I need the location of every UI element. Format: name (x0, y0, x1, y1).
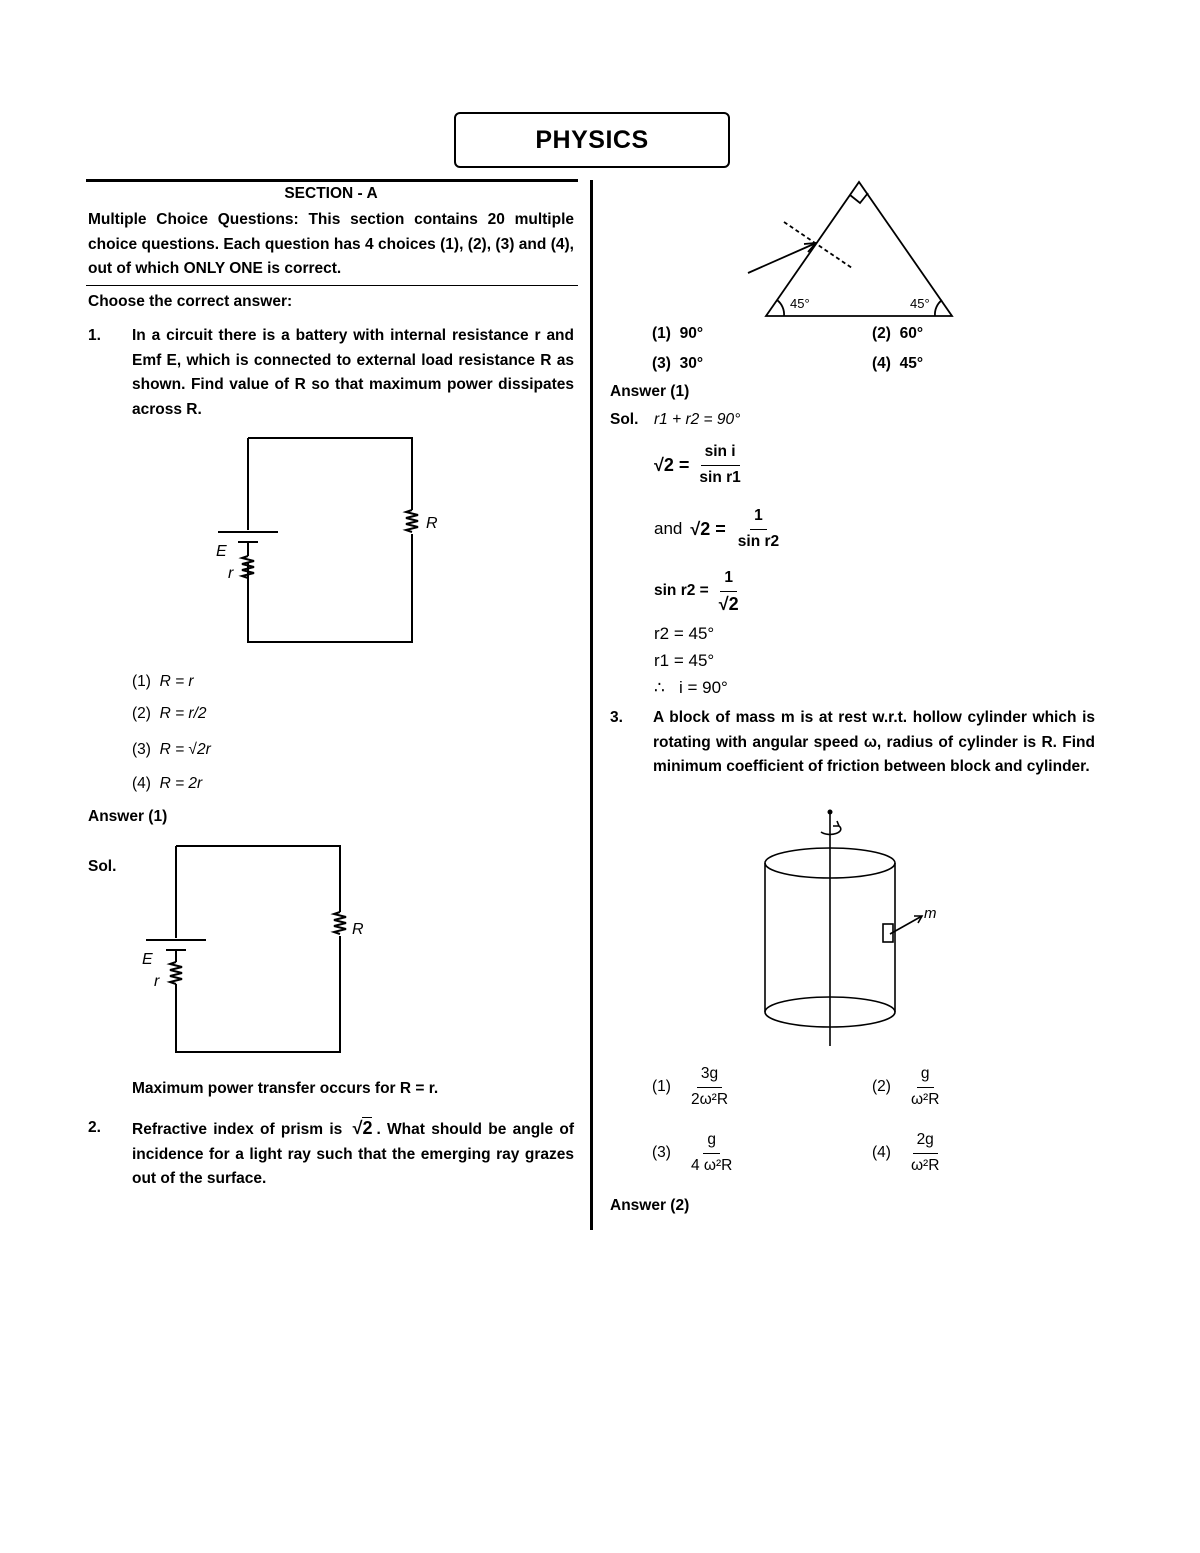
solution-text: Maximum power transfer occurs for R = r. (132, 1080, 439, 1097)
option-label: (4) (132, 775, 151, 792)
question-text: A block of mass m is at rest w.r.t. hollow cylinder which is rotating with angular speed ω, radius of cylinder is R. Find minimum coefficient of friction between block and cylinder. (653, 709, 1095, 775)
option-3[interactable] (652, 1128, 736, 1178)
column-divider (590, 180, 593, 1230)
fraction-numerator: 2g (913, 1128, 938, 1154)
fraction-denominator: sin r1 (699, 468, 741, 486)
option-4[interactable] (132, 772, 202, 797)
question-text: Refractive index of prism is √2 . What should be angle of incidence for a light ray such that the emerging ray grazes out of the surface. (132, 1118, 574, 1187)
option-4[interactable] (872, 352, 923, 377)
prism-angle-left: 45° (790, 296, 810, 311)
option-label: (3) (132, 741, 151, 758)
cylinder-diagram (750, 800, 970, 1050)
option-value: R = √2r (159, 741, 211, 758)
option-2[interactable] (872, 322, 923, 347)
option-label: (2) (132, 705, 151, 722)
option-label: (3) (652, 355, 671, 372)
fraction-denominator: ω²R (910, 1090, 940, 1108)
solution-circuit-diagram (130, 840, 370, 1060)
question-text-before: Refractive index of prism is (132, 1121, 343, 1138)
solution-label: Sol. (610, 411, 639, 428)
sqrt-radicand: 2 (362, 1118, 373, 1138)
label-r: r (154, 973, 160, 990)
option-1[interactable] (652, 322, 703, 347)
mass-label: m (924, 905, 937, 922)
option-label: (3) (652, 1143, 671, 1161)
label-R: R (426, 515, 438, 532)
prism-diagram (740, 176, 970, 326)
answer-label: Answer (1) (610, 383, 690, 400)
option-label: (2) (872, 325, 891, 342)
question-number: 3. (610, 709, 623, 726)
option-label: (1) (652, 325, 671, 342)
option-label: (4) (872, 1143, 891, 1161)
fraction-denominator: sin r2 (737, 532, 780, 550)
option-value: R = 2r (159, 775, 203, 792)
option-value: R = r (159, 673, 194, 690)
fraction-denominator: 4 ω²R (690, 1156, 733, 1174)
option-label: (1) (652, 1077, 671, 1095)
fraction-numerator: sin i (701, 440, 740, 466)
equation-lhs: √2 = (690, 518, 726, 539)
section-heading: SECTION - A (284, 185, 378, 202)
option-2[interactable] (872, 1062, 943, 1112)
section-instructions: Multiple Choice Questions: This section contains 20 multiple choice questions. Each question has 4 choices (1), (2), (3) and (4), out of which ONLY ONE is correct. (88, 211, 574, 277)
fraction-numerator: 1 (750, 504, 767, 530)
option-value: 60° (899, 325, 924, 342)
fraction-numerator: 3g (697, 1062, 722, 1088)
option-label: (2) (872, 1077, 891, 1095)
equation-2 (654, 504, 783, 554)
option-2[interactable] (132, 702, 207, 727)
fraction-denominator: 2ω²R (690, 1090, 729, 1108)
option-3[interactable] (652, 352, 703, 377)
page-title: PHYSICS (454, 112, 730, 168)
label-E: E (216, 543, 227, 560)
fraction-numerator: 1 (720, 566, 737, 592)
question-text-after: . What should be angle of incidence for a light ray such that the emerging ray grazes out of the surface. (132, 1121, 574, 1187)
option-label: (1) (132, 673, 151, 690)
label-E: E (142, 951, 153, 968)
option-value: 30° (679, 355, 704, 372)
solution-line-r-sum: r1 + r2 = 90° (654, 411, 741, 428)
equation-lhs: √2 = (654, 454, 690, 475)
fraction-denominator: ω²R (910, 1156, 940, 1174)
option-value: R = r/2 (159, 705, 207, 722)
solution-label: Sol. (88, 858, 117, 875)
circuit-diagram (200, 430, 440, 650)
solution-line-r1: r1 = 45° (654, 651, 715, 670)
answer-label: Answer (1) (88, 808, 168, 825)
fraction-numerator: g (917, 1062, 934, 1088)
option-label: (4) (872, 355, 891, 372)
fraction-denominator: √2 (718, 593, 739, 614)
question-text: In a circuit there is a battery with internal resistance r and Emf E, which is connected to external load resistance R as shown. Find value of R so that maximum power dissipates across R. (132, 327, 574, 418)
fraction-numerator: g (703, 1128, 720, 1154)
label-R: R (352, 921, 364, 938)
equation-1 (654, 440, 745, 490)
option-value: 90° (679, 325, 704, 342)
option-3[interactable] (132, 738, 211, 763)
label-r: r (228, 565, 234, 582)
solution-line-i: ∴ i = 90° (654, 678, 728, 697)
prism-angle-right: 45° (910, 296, 930, 311)
answer-label: Answer (2) (610, 1197, 690, 1214)
equation-prefix: and (654, 518, 683, 538)
equation-3 (654, 566, 743, 616)
question-number: 2. (88, 1119, 101, 1136)
solution-line-r2: r2 = 45° (654, 624, 715, 643)
option-4[interactable] (872, 1128, 943, 1178)
option-1[interactable] (652, 1062, 732, 1112)
choose-answer-label: Choose the correct answer: (88, 293, 293, 310)
option-1[interactable] (132, 670, 194, 695)
equation-lhs: sin r2 = (654, 581, 709, 599)
question-number: 1. (88, 327, 101, 344)
section-bottom-rule (86, 285, 578, 286)
option-value: 45° (899, 355, 924, 372)
